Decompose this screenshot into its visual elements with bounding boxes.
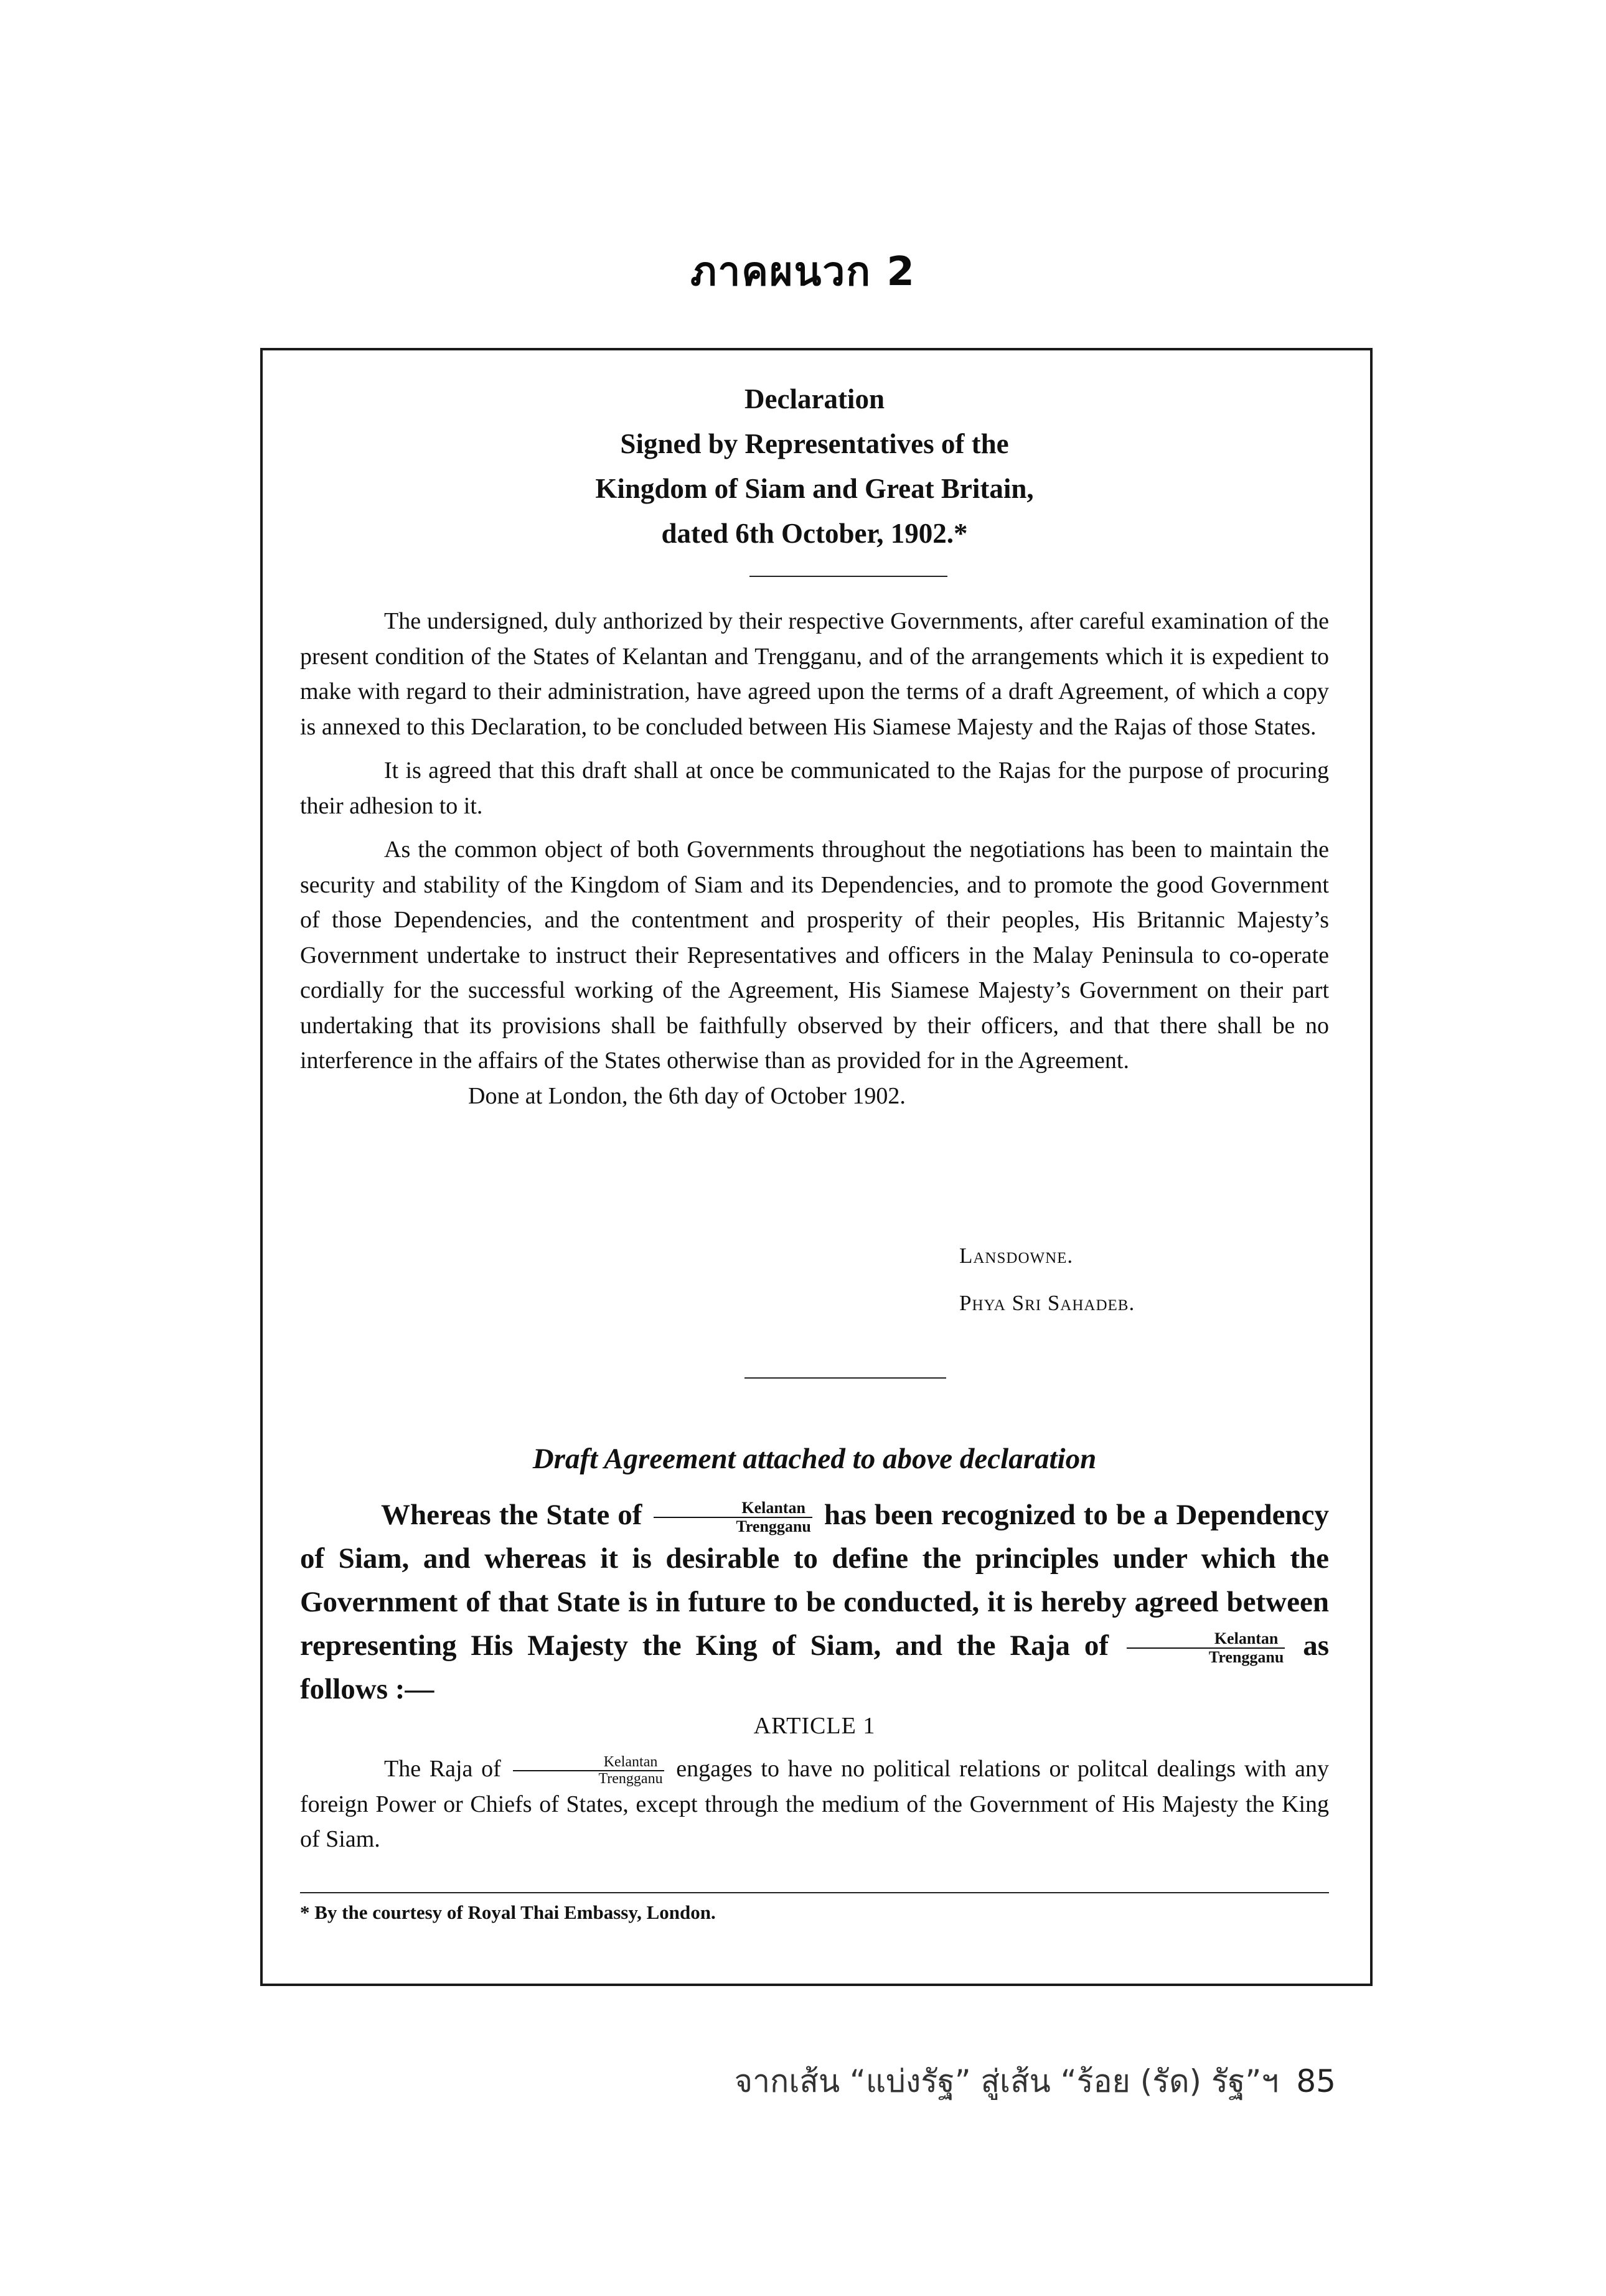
page-footer (735, 2057, 1336, 2106)
declaration-heading (300, 377, 1329, 556)
article-text: engages to have no political relations or politcal dealings with any foreign Power or Chiefs of States, except through the medium of the Government of His Majesty the King of Siam. (300, 1756, 1329, 1853)
signatory: Lansdowne. (959, 1244, 1074, 1268)
heading-line: Declaration (744, 383, 885, 415)
signatures (959, 1232, 1135, 1327)
declaration-paragraph: As the common object of both Governments throughout the negotiations has been to maintain the security and stability of the Kingdom of Siam and its Dependencies, and to promote the good Government of those Dependencies, and the contentment and prosperity of their peoples, His Britannic Majesty’s Government undertake to instruct their Representatives and officers in the Malay Peninsula to co-operate cordially for the successful working of the Agreement, His Siamese Majesty’s Government on their part undertaking that its provisions shall be faithfully observed by their officers, and that there shall be no interference in the affairs of the States otherwise than as provided for in the Agreement. (300, 836, 1329, 1074)
footnote-rule (300, 1892, 1329, 1893)
signatory: Phya Sri Sahadeb. (959, 1291, 1135, 1315)
section-divider (744, 1377, 946, 1379)
heading-divider (749, 576, 947, 577)
draft-text: as follows :— (300, 1629, 1330, 1705)
draft-text: Whereas the State of (381, 1499, 642, 1531)
done-at-line: Done at London, the 6th day of October 1902. (468, 1082, 906, 1109)
article-heading: ARTICLE 1 (753, 1713, 876, 1739)
state-fraction: $\frac{\text{Kelantan}}{\text{Trengganu}}$ (513, 1755, 664, 1787)
declaration-body (300, 604, 1329, 1113)
declaration-paragraph: It is agreed that this draft shall at once be communicated to the Rajas for the purpose of procuring their adhesion to it. (300, 757, 1329, 819)
appendix-title: ภาคผนวก 2 (690, 249, 916, 295)
article-body (300, 1751, 1329, 1857)
article-text: The Raja of (384, 1756, 501, 1782)
heading-line: dated 6th October, 1902.* (661, 518, 968, 549)
draft-paragraph (300, 1493, 1329, 1711)
state-fraction: $\frac{\text{Kelantan}}{\text{Trengganu}}$ (654, 1499, 812, 1535)
draft-text: has been recognized to be a Dependency of Siam, and whereas it is desirable to define the principles under which the Government of that State is in future to be conducted, it is hereby agreed between representing His Majesty the King of Siam, and the Raja of (300, 1499, 1329, 1662)
footer-book-title: จากเส้น “แบ่งรัฐ” สู่เส้น “ร้อย (รัด) รัฐ”ฯ (734, 2063, 1279, 2099)
draft-agreement-title: Draft Agreement attached to above declaration (532, 1443, 1097, 1475)
heading-line: Signed by Representatives of the (620, 428, 1009, 459)
declaration-paragraph: The undersigned, duly anthorized by their respective Governments, after careful examination of the present condition of the States of Kelantan and Trengganu, and of the arrangements which it is expedient to make with regard to their administration, have agreed upon the terms of a draft Agreement, of which a copy is annexed to this Declaration, to be concluded between His Siamese Majesty and the Rajas of those States. (300, 608, 1329, 740)
state-fraction: $\frac{\text{Kelantan}}{\text{Trengganu}}$ (1127, 1630, 1285, 1666)
draft-agreement-body (300, 1493, 1329, 1711)
document-frame (260, 348, 1373, 1986)
heading-line: Kingdom of Siam and Great Britain, (595, 473, 1034, 504)
page-number: 85 (1296, 2063, 1336, 2099)
article-paragraph (300, 1751, 1329, 1857)
footnote: * By the courtesy of Royal Thai Embassy, London. (300, 1901, 716, 1923)
